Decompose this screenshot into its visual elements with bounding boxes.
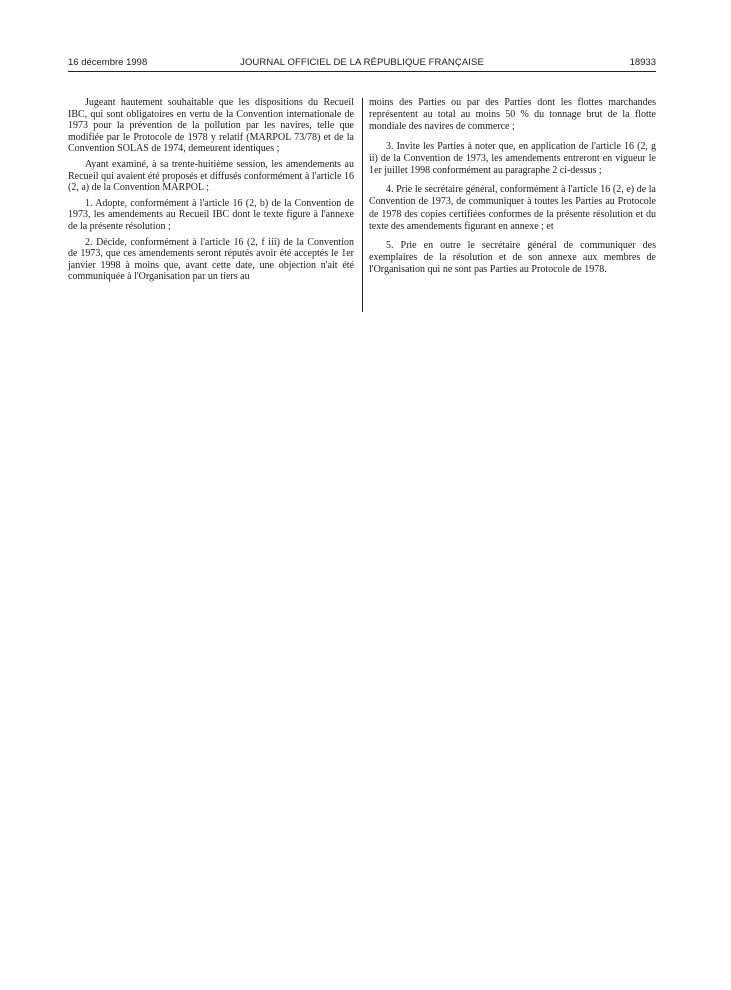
paragraph-continuation: moins des Parties ou par des Parties dont les flottes marchandes représentent au total au moins 50 % du tonnage brut de la flotte mondiale des navires de commerce ; bbox=[369, 97, 656, 133]
paragraph-ayant-examine: Ayant examiné, à sa trente-huitième session, les amendements au Recueil qui avaient été proposés et diffusés conformément à l'article 16 (2, a) de la Convention MARPOL ; bbox=[68, 158, 354, 194]
header-page-number: 18933 bbox=[629, 57, 656, 68]
column-divider bbox=[362, 98, 363, 312]
paragraph-2-decide: 2. Décide, conformément à l'article 16 (2, f iii) de la Convention de 1973, que ces amendements seront réputés avoir été acceptés le 1er janvier 1998 à moins que, avant cette date, une objection n'ait été communiquée à l'Organisation par un tiers au bbox=[68, 236, 354, 283]
header-date: 16 décembre 1998 bbox=[68, 57, 148, 68]
left-column bbox=[68, 97, 354, 287]
paragraph-1-adopte: 1. Adopte, conformément à l'article 16 (2, b) de la Convention de 1973, les amendements au Recueil IBC dont le texte figure à l'annexe de la présente résolution ; bbox=[68, 197, 354, 232]
page-header bbox=[68, 57, 656, 71]
paragraph-3-invite: 3. Invite les Parties à noter que, en application de l'article 16 (2, g ii) de la Convention de 1973, les amendements entreront en vigueur le 1er juillet 1998 conformément au paragraphe 2 ci-dessus ; bbox=[369, 140, 656, 177]
paragraph-jugeant: Jugeant hautement souhaitable que les dispositions du Recueil IBC, qui sont obligatoires en vertu de la Convention internationale de 1973 pour la prévention de la pollution par les navires, telle que modifiée par le Protocole de 1978 y relatif (MARPOL 73/78) et de la Convention SOLAS de 1974, demeurent identiques ; bbox=[68, 97, 354, 155]
header-journal-title: JOURNAL OFFICIEL DE LA RÉPUBLIQUE FRANÇAISE bbox=[240, 57, 484, 68]
paragraph-4-prie: 4. Prie le secrétaire général, conformément à l'article 16 (2, e) de la Convention de 1973, de communiquer à toutes les Parties au Protocole de 1978 des copies certifiées conformes de la présente résolution et du texte des amendements figurant en annexe ; et bbox=[369, 184, 656, 232]
header-rule bbox=[68, 71, 656, 72]
paragraph-5-prie-en-outre: 5. Prie en outre le secrétaire général de communiquer des exemplaires de la résolution et de son annexe aux membres de l'Organisation qui ne sont pas Parties au Protocole de 1978. bbox=[369, 240, 656, 276]
right-column bbox=[369, 97, 656, 284]
